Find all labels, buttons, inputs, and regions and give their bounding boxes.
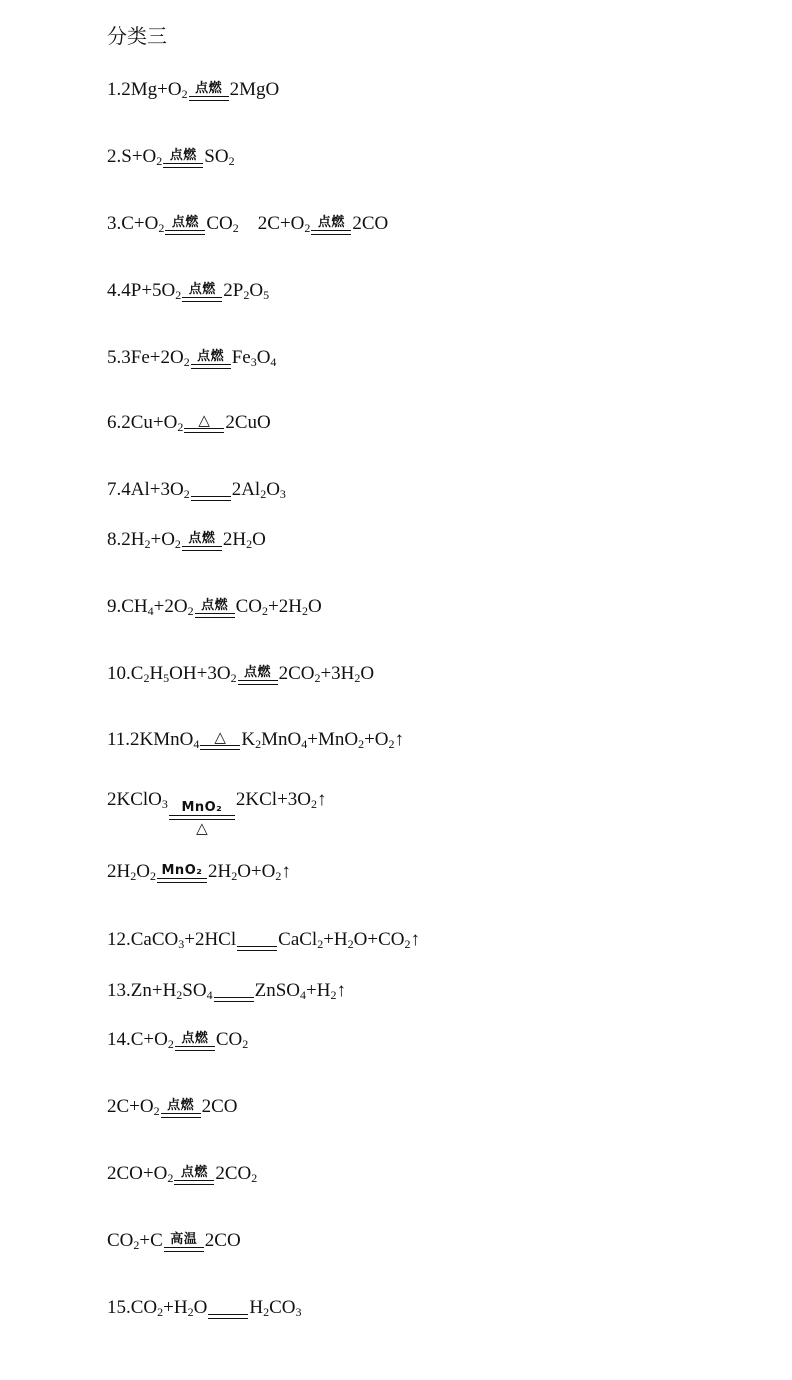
reaction-sign [164,1232,204,1252]
subscript: 2 [176,988,183,1002]
subscript: 2 [388,737,395,751]
reaction-condition [231,982,236,997]
formula-text: 2H [222,529,247,550]
formula-text: O [136,861,150,882]
subscript: 2 [143,671,150,685]
formula-text: +3H [320,663,355,684]
equation-line [107,1097,238,1118]
subscript: 3 [295,1305,302,1319]
subscript: 2 [183,487,190,501]
subscript: 2 [130,869,137,883]
subscript: 2 [158,221,165,235]
subscript: 2 [133,1238,140,1252]
subscript: 2 [187,604,194,618]
formula-text: 9.CH [107,596,148,617]
formula-text: 2P [223,280,244,301]
double-equals-sign [200,745,240,750]
formula-text: 5.3Fe+2O [107,347,184,368]
formula-text: O [252,529,266,550]
formula-text: ZnSO [254,980,300,1001]
double-equals-sign [164,1247,204,1252]
reaction-sign [237,931,277,951]
reaction-sign [165,215,205,235]
reaction-sign [184,413,224,433]
formula-text: CO [107,1230,134,1251]
formula-text: O+O [237,861,276,882]
formula-text: 2.S+O [107,146,157,167]
reaction-condition: 点燃 [188,531,216,546]
reaction-condition: △ [214,728,227,746]
equation-line [107,1298,301,1319]
subscript: 3 [250,355,257,369]
subscript: 2 [157,1305,164,1319]
subscript: 2 [246,537,253,551]
subscript: 2 [311,797,318,811]
formula-text: 2C+O [238,213,305,234]
reaction-sign [191,349,231,369]
formula-text: 10.C [107,663,144,684]
reaction-sign [191,481,231,501]
subscript: 2 [187,1305,194,1319]
formula-text: ↑ [410,929,420,950]
equation-line [107,80,279,101]
formula-text: 2CuO [225,412,271,433]
formula-text: SO [182,980,207,1001]
double-equals-sign [184,428,224,433]
double-equals-sign [214,997,254,1002]
double-equals-sign [238,680,278,685]
formula-text: 7.4Al+3O [107,479,184,500]
subscript: 2 [347,937,354,951]
subscript: 2 [255,737,262,751]
formula-text: +H [306,980,331,1001]
subscript: 2 [354,671,361,685]
equation-line [107,413,271,433]
formula-text: ↑ [336,980,346,1001]
formula-text: +C [139,1230,163,1251]
double-equals-sign [191,496,231,501]
formula-text: 12.CaCO [107,929,179,950]
equation-line [107,1164,257,1185]
subscript: 2 [301,604,308,618]
formula-text: 2C+O [107,1096,154,1117]
formula-text: 2KClO [107,789,162,810]
formula-text: 2CO [215,1163,252,1184]
double-equals-sign [157,878,207,883]
formula-text: 4.4P+5O [107,280,176,301]
formula-text: +O [364,729,389,750]
formula-text: CO [215,1029,243,1050]
formula-text: 2MgO [229,79,280,100]
formula-text: O [256,347,271,368]
subscript: 2 [260,487,267,501]
reaction-condition: 点燃 [171,215,199,230]
equation-line [107,214,388,235]
formula-text: O [193,1297,208,1318]
formula-text: 2CO [201,1096,238,1117]
reaction-sign [182,531,222,551]
formula-text: MnO [261,729,302,750]
equation-line [107,147,235,168]
subscript: 4 [270,355,277,369]
double-equals-sign [182,297,222,302]
subscript: 2 [358,737,365,751]
formula-text: 6.2Cu+O [107,412,178,433]
subscript: 2 [404,937,411,951]
equation-line [107,1030,248,1051]
formula-text: 2H [107,861,131,882]
subscript: 5 [263,288,270,302]
subscript: 4 [193,737,200,751]
equation-line [107,730,404,750]
subscript: 2 [149,869,156,883]
reaction-sign [311,215,351,235]
formula-text: +H [163,1297,188,1318]
subscript: 2 [330,988,337,1002]
formula-text: O [360,663,375,684]
formula-text: SO [204,146,229,167]
subscript: 2 [167,1037,174,1051]
equation-line [107,530,266,551]
double-equals-sign [189,96,229,101]
formula-text: +2O [153,596,188,617]
subscript: 2 [230,671,237,685]
reaction-sign [182,282,222,302]
subscript: 2 [317,937,324,951]
reaction-sign [169,800,235,837]
equation-line [107,597,322,618]
formula-text: 2CO [204,1230,241,1251]
formula-text: 2CO [352,213,389,234]
reaction-condition [226,1299,231,1314]
reaction-condition: MnO₂ [181,800,223,815]
formula-text: CO [269,1297,296,1318]
subscript: 2 [231,869,238,883]
reaction-condition: 点燃 [244,665,272,680]
equation-line [107,862,291,883]
formula-text: 2CO+O [107,1163,168,1184]
subscript: 4 [300,988,306,1002]
formula-text: +MnO [307,729,359,750]
subscript: 2 [167,1171,174,1185]
formula-text: 2CO [278,663,315,684]
reaction-condition: 点燃 [188,282,216,297]
subscript: 5 [163,671,170,685]
equation-line [107,790,327,837]
formula-text: 14.C+O [107,1029,168,1050]
double-equals-sign [161,1113,201,1118]
formula-text: +H [323,929,348,950]
subscript: 4 [206,988,213,1002]
subscript: 2 [153,1104,160,1118]
reaction-condition: 点燃 [180,1165,208,1180]
formula-text: O [307,596,322,617]
equation-line [107,281,269,302]
subscript: 2 [156,154,163,168]
reaction-sign [208,1299,248,1319]
double-equals-sign [163,163,203,168]
formula-text: +O [150,529,175,550]
subscript: 2 [174,537,181,551]
subscript: 3 [161,797,168,811]
reaction-condition: 点燃 [195,81,223,96]
formula-text: +2H [268,596,302,617]
subscript: 2 [314,671,321,685]
reaction-condition [208,481,213,496]
formula-text: +2HCl [184,929,237,950]
equation-line [107,480,286,501]
subscript: 2 [251,1171,258,1185]
double-equals-sign [182,546,222,551]
reaction-sign [157,863,207,883]
subscript: 2 [181,87,188,101]
reaction-sign [175,1031,215,1051]
equation-line [107,981,346,1002]
formula-text: CO [206,213,233,234]
formula-text: ↑ [281,861,291,882]
double-equals-sign [237,946,277,951]
formula-text: 1.2Mg+O [107,79,182,100]
reaction-sign [161,1098,201,1118]
double-equals-sign [195,613,235,618]
reaction-sign [174,1165,214,1185]
double-equals-sign [191,364,231,369]
reaction-sign [214,982,254,1002]
equation-line [107,348,276,369]
reaction-sign [238,665,278,685]
subscript: 2 [232,221,239,235]
reaction-sign [163,148,203,168]
reaction-condition: MnO₂ [161,863,203,878]
reaction-condition-below: △ [196,819,208,837]
reaction-condition: 点燃 [167,1098,195,1113]
formula-text: ↑ [394,729,405,750]
subscript: 2 [175,288,182,302]
formula-text: 11.2KMnO [107,729,194,750]
subscript: 3 [178,937,185,951]
formula-text: H [249,1297,264,1318]
subscript: 4 [147,604,154,618]
reaction-condition: 点燃 [169,148,197,163]
subscript: 2 [263,1305,270,1319]
formula-text: CO [235,596,262,617]
formula-text: H [149,663,164,684]
double-equals-sign [175,1046,215,1051]
formula-text: O [266,479,280,500]
equation-line [107,1231,241,1252]
formula-text: 13.Zn+H [107,980,177,1001]
double-equals-sign [208,1314,248,1319]
formula-text: ↑ [317,789,327,810]
reaction-condition [255,931,260,946]
equation-line [107,664,374,685]
formula-text: O [249,280,264,301]
double-equals-sign [174,1180,214,1185]
reaction-condition: 点燃 [317,215,345,230]
reaction-condition: 点燃 [197,349,225,364]
formula-text: 3.C+O [107,213,159,234]
subscript: 2 [304,221,311,235]
subscript: 2 [144,537,151,551]
reaction-condition: 点燃 [201,598,229,613]
equation-line [107,930,420,951]
subscript: 4 [301,737,308,751]
formula-text: 2Al [231,479,261,500]
formula-text: 2H [207,861,232,882]
reaction-condition: △ [198,411,211,429]
reaction-condition: 点燃 [181,1031,209,1046]
reaction-sign [195,598,235,618]
subscript: 2 [177,420,184,434]
reaction-sign [189,81,229,101]
formula-text: CaCl [278,929,318,950]
subscript: 2 [243,288,250,302]
formula-text: O+CO [353,929,405,950]
reaction-sign [200,730,240,750]
section-title: 分类三 [107,24,167,48]
subscript: 2 [262,604,268,618]
formula-text: 15.CO [107,1297,158,1318]
subscript: 2 [228,154,235,168]
formula-text: 8.2H [107,529,145,550]
subscript: 3 [279,487,286,501]
reaction-condition: 高温 [170,1232,198,1247]
subscript: 2 [275,869,282,883]
formula-text: K [241,729,256,750]
double-equals-sign [165,230,205,235]
double-equals-sign [311,230,351,235]
formula-text: OH+3O [169,663,231,684]
subscript: 2 [183,355,190,369]
formula-text: Fe [231,347,251,368]
formula-text: 2KCl+3O [235,789,312,810]
subscript: 2 [242,1037,249,1051]
